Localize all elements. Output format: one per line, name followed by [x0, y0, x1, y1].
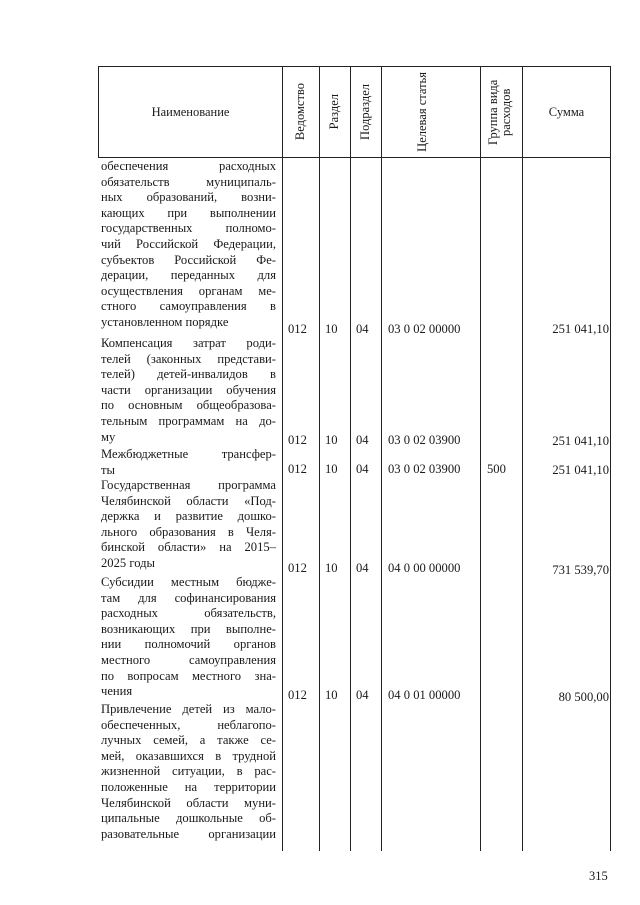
header-sum [523, 67, 610, 157]
name-line: расходных обязательств, [101, 606, 276, 621]
name-line: тельным программам на до- [101, 413, 276, 428]
header-name-label: Наименование [151, 104, 230, 119]
name-line: по вопросам местного зна- [101, 668, 276, 683]
cell-dept: 012 [288, 561, 307, 575]
header-razdel [320, 67, 350, 157]
name-line: держка и развитие дошко- [101, 509, 276, 524]
name-line: возникающих при выполне- [101, 621, 276, 636]
row-name-cell [101, 336, 276, 445]
name-line: ных образований, возни- [101, 190, 276, 205]
name-line: государственных полномо- [101, 221, 276, 236]
cell-sum: 251 041,10 [552, 463, 609, 477]
name-line: дерации, переданных для [101, 268, 276, 283]
table-right-border [610, 66, 611, 851]
row-name-cell [101, 575, 276, 700]
name-line: там для софинансирования [101, 590, 276, 605]
cell-csr: 03 0 02 00000 [388, 322, 461, 336]
header-podrazdel-label: Подраздел [358, 84, 373, 140]
cell-sum: 731 539,70 [552, 563, 609, 577]
cell-vr: 500 [487, 462, 506, 476]
name-line: обязательств муниципаль- [101, 174, 276, 189]
name-line: обеспечения расходных [101, 159, 276, 173]
header-podrazdel [351, 67, 381, 157]
name-line: субъектов Российской Фе- [101, 252, 276, 267]
header-dept [283, 67, 319, 157]
name-line: установленном порядке [101, 314, 229, 329]
col-divider-dept [319, 66, 320, 851]
cell-sum: 80 500,00 [558, 690, 609, 704]
name-line: чения [101, 684, 133, 699]
header-dept-label: Ведомство [293, 83, 308, 141]
header-razdel-label: Раздел [327, 94, 342, 130]
name-line: Привлечение детей из мало- [101, 702, 276, 716]
header-sum-label: Сумма [548, 104, 585, 119]
cell-csr: 03 0 02 03900 [388, 462, 461, 476]
cell-razdel: 10 [325, 462, 338, 476]
cell-razdel: 10 [325, 433, 338, 447]
cell-sum: 251 041,10 [552, 434, 609, 448]
header-csr-label: Целевая статья [415, 72, 429, 152]
cell-dept: 012 [288, 322, 307, 336]
cell-razdel: 10 [325, 688, 338, 702]
name-line: Челябинской области «Под- [101, 493, 276, 508]
name-line: обеспеченных, неблагопо- [101, 717, 276, 732]
cell-csr: 03 0 02 03900 [388, 433, 461, 447]
cell-podrazdel: 04 [356, 462, 369, 476]
name-line: нии полномочий органов [101, 637, 276, 652]
name-line: мей, оказавшихся в трудной [101, 748, 276, 763]
name-line: 2025 годы [101, 555, 155, 570]
cell-sum: 251 041,10 [552, 322, 609, 336]
row-name-cell [101, 478, 276, 572]
cell-podrazdel: 04 [356, 561, 369, 575]
cell-podrazdel: 04 [356, 688, 369, 702]
name-line: по основным общеобразова- [101, 398, 276, 413]
cell-csr: 04 0 00 00000 [388, 561, 461, 575]
name-line: разовательные организации [101, 826, 276, 841]
name-line: телей (законных представи- [101, 351, 276, 366]
name-line: чий Российской Федерации, [101, 236, 276, 251]
cell-dept: 012 [288, 433, 307, 447]
cell-razdel: 10 [325, 322, 338, 336]
header-name [99, 67, 282, 157]
header-vr [481, 67, 522, 157]
cell-dept: 012 [288, 688, 307, 702]
page-number: 315 [589, 869, 608, 883]
cell-dept: 012 [288, 462, 307, 476]
cell-razdel: 10 [325, 561, 338, 575]
col-divider-name [282, 66, 283, 851]
row-name-cell [101, 702, 276, 842]
name-line: Государственная программа [101, 478, 276, 492]
name-line: жизненной ситуации, в рас- [101, 764, 276, 779]
row-name-cell [101, 159, 276, 331]
name-line: Субсидии местным бюдже- [101, 575, 276, 589]
name-line: части организации обучения [101, 382, 276, 397]
name-line: Компенсация затрат роди- [101, 336, 276, 350]
name-line: осуществления органам ме- [101, 283, 276, 298]
name-line: стного самоуправления в [101, 299, 276, 314]
name-line: лучных семей, а также се- [101, 733, 276, 748]
row-name-cell [101, 447, 276, 478]
col-divider-razdel [350, 66, 351, 851]
col-divider-podrazdel [381, 66, 382, 851]
header-bottom-border [98, 157, 611, 158]
header-csr [382, 67, 480, 157]
name-line: льного образования в Челя- [101, 524, 276, 539]
col-divider-csr [480, 66, 481, 851]
name-line: ципальные дошкольные об- [101, 811, 276, 826]
name-line: Челябинской области муни- [101, 795, 276, 810]
name-line: телей) детей-инвалидов в [101, 367, 276, 382]
name-line: му [101, 429, 116, 444]
name-line: Межбюджетные трансфер- [101, 447, 276, 461]
name-line: кающих при выполнении [101, 205, 276, 220]
name-line: ты [101, 462, 115, 477]
name-line: бинской области» на 2015– [101, 540, 276, 555]
header-vr-label: Группа вида расходов [485, 79, 513, 145]
name-line: положенные на территории [101, 779, 276, 794]
name-line: местного самоуправления [101, 652, 276, 667]
cell-podrazdel: 04 [356, 433, 369, 447]
col-divider-vr [522, 66, 523, 851]
cell-podrazdel: 04 [356, 322, 369, 336]
cell-csr: 04 0 01 00000 [388, 688, 461, 702]
